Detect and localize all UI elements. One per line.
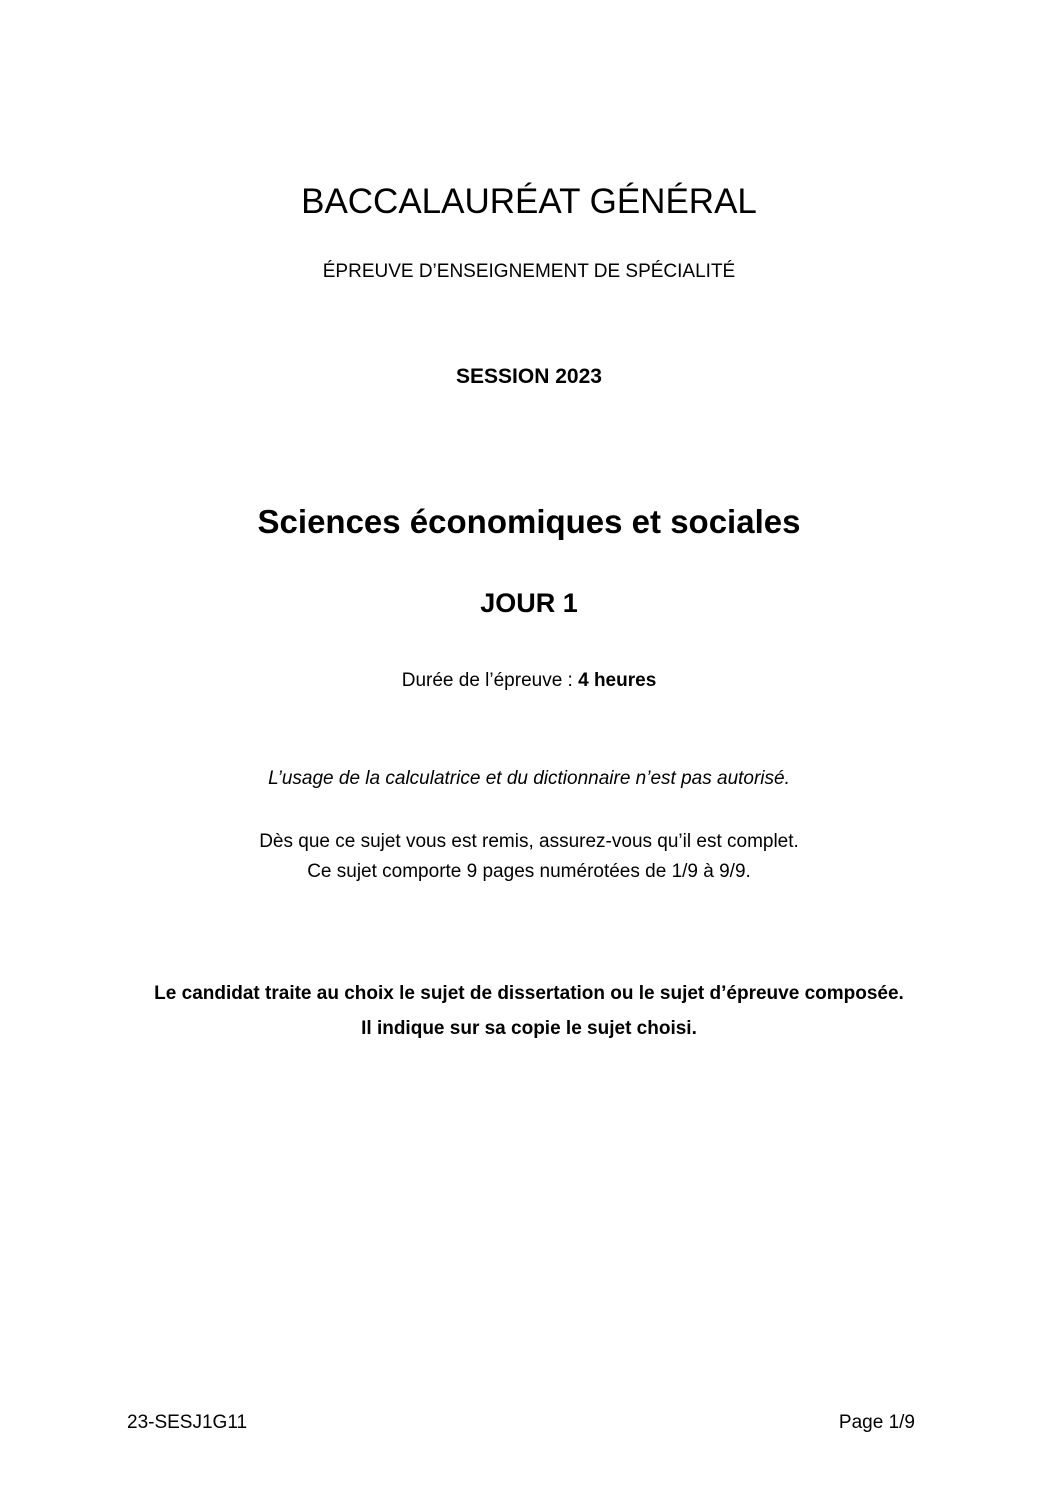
page-count-line: Ce sujet comporte 9 pages numérotées de 1/9 à 9/9.: [307, 861, 751, 882]
subject-choice-line: Le candidat traite au choix le sujet de dissertation ou le sujet d’épreuve composée.: [154, 983, 904, 1004]
duration-label: Durée de l’épreuve :: [401, 670, 579, 691]
day-label: JOUR 1: [480, 588, 578, 618]
subject-title: Sciences économiques et sociales: [257, 503, 801, 540]
duration-line: [0, 669, 1058, 693]
duration-value: 4 heures: [578, 670, 657, 691]
subject-indication-line: Il indique sur sa copie le sujet choisi.: [361, 1018, 697, 1039]
calculator-note: L’usage de la calculatrice et du dictionnaire n’est pas autorisé.: [268, 768, 790, 789]
session-label: SESSION 2023: [456, 365, 602, 388]
completeness-check-line: Dès que ce sujet vous est remis, assurez-vous qu’il est complet.: [259, 831, 799, 852]
footer-page-number: Page 1/9: [838, 1412, 915, 1433]
footer-exam-code: 23-SESJ1G11: [127, 1412, 248, 1433]
exam-type: ÉPREUVE D’ENSEIGNEMENT DE SPÉCIALITÉ: [322, 261, 736, 282]
exam-title: BACCALAURÉAT GÉNÉRAL: [301, 182, 757, 221]
